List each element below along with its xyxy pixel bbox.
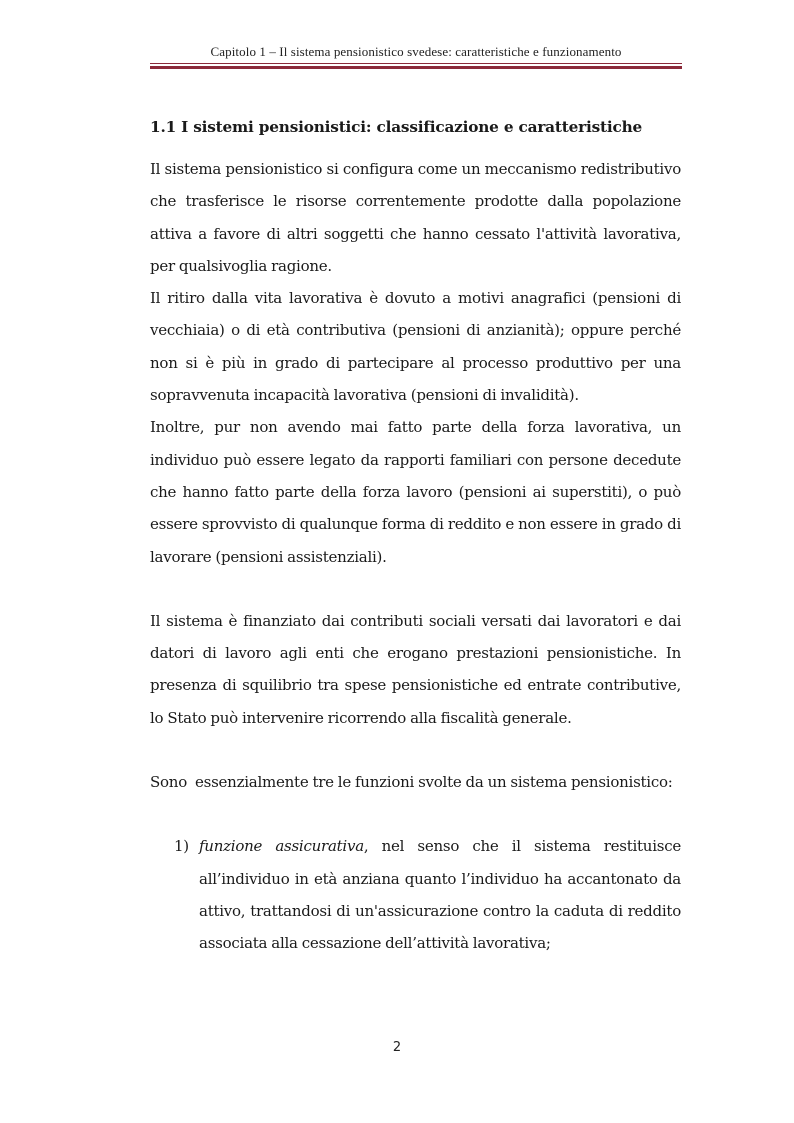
paragraph-4: Il sistema è finanziato dai contributi sociali versati dai lavoratori e dai datori di lavoro agli enti che erogano prestazioni pensionistiche. In presenza di squilibrio tra spese pensionistiche ed entrate contributive, lo Stato può intervenire ricorrendo alla fiscalità generale. — [150, 611, 681, 727]
list-item-number: 1) — [174, 837, 189, 856]
spacer — [150, 798, 681, 830]
paragraph-1: Il sistema pensionistico si configura come un meccanismo redistributivo che trasferisce le risorse correntemente prodotte dalla popolazione attiva a favore di altri soggetti che hanno cessato l'attività lavorativa, per qualsivoglia ragione. — [150, 160, 681, 275]
spacer — [150, 573, 681, 605]
running-header: Capitolo 1 – Il sistema pensionistico svedese: caratteristiche e funzionamento — [210, 44, 622, 59]
list-item-term: funzione assicurativa — [199, 837, 364, 856]
spacer — [150, 142, 681, 153]
page-number: 2 — [392, 1040, 402, 1055]
spacer — [150, 734, 681, 766]
section-title: 1.1 I sistemi pensionistici: classificazione e caratteristiche — [150, 118, 643, 136]
functions-list — [150, 830, 681, 959]
paragraph-5: Sono essenzialmente tre le funzioni svolte da un sistema pensionistico: — [150, 773, 673, 792]
paragraph-2: Il ritiro dalla vita lavorativa è dovuto a motivi anagrafici (pensioni di vecchiaia) o di età contributiva (pensioni di anzianità); oppure perché non si è più in grado di partecipare al processo produttivo per una sopravvenuta incapacità lavorativa (pensioni di invalidità). — [150, 289, 681, 405]
page-body — [150, 112, 681, 960]
header-rule-thick — [150, 66, 682, 69]
paragraph-3: Inoltre, pur non avendo mai fatto parte della forza lavorativa, un individuo può essere legato da rapporti familiari con persone decedute che hanno fatto parte della forza lavoro (pensioni ai superstiti), o può essere sprovvisto di qualunque forma di reddito e non essere in grado di lavorare (pensioni assistenziali). — [150, 418, 681, 566]
list-item — [150, 830, 681, 959]
header-rule — [150, 63, 682, 64]
list-item-text: , nel senso che il sistema restituisce all’individuo in età anziana quanto l’individuo ha accantonato da attivo, trattandosi di un'assicurazione contro la caduta di reddito associata alla cessazione dell’attività lavorativa; — [199, 837, 681, 953]
